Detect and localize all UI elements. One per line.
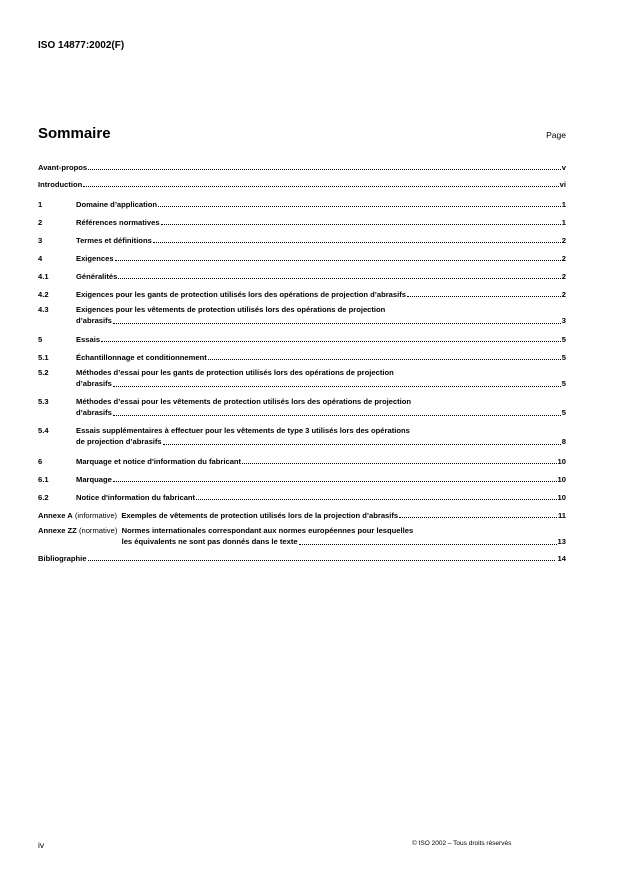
toc-entry-page: 2 [561,254,566,263]
annex-title-line2: les équivalents ne sont pas donnés dans le texte [121,537,298,546]
annex-label: Annexe A [38,511,73,520]
toc-entry-page: 14 [557,554,566,563]
annex-type: (informative) [74,511,118,520]
toc-entry-6-1[interactable] [38,471,566,484]
toc-entry-title: Marquage et notice d'information du fabricant [76,457,242,466]
toc-entry-title: Références normatives [76,218,160,227]
page-title: Sommaire [38,125,111,142]
toc-entry-number: 5.4 [38,426,49,435]
toc-entry-page: vi [559,180,566,189]
page-column-label: Page [546,130,566,140]
toc-entry-4-1[interactable] [38,268,566,281]
toc-entry-bibliography[interactable] [38,550,566,563]
toc-entry-page: 2 [561,272,566,281]
toc-entry-avant-propos[interactable] [38,159,566,172]
toc-entry-title-line2: de projection d’abrasifs [76,437,162,446]
toc-entry-3[interactable] [38,232,566,245]
toc-entry-6[interactable] [38,453,566,466]
toc-entry-title: Marquage [76,475,112,484]
toc-entry-4[interactable] [38,250,566,263]
toc-entry-page: 5 [561,408,566,417]
toc-entry-title: Exigences [76,254,114,263]
toc-entry-title-line1: Méthodes d’essai pour les vêtements de protection utilisés lors des opérations de projection [76,397,412,406]
toc-entry-introduction[interactable] [38,176,566,189]
toc-entry-title: Notice d'information du fabricant [76,493,196,502]
toc-entry-5-4[interactable] [38,425,566,447]
annex-title-line1: Normes internationales correspondant aux normes européennes pour lesquelles [121,526,414,535]
toc-entry-number: 5.2 [38,368,49,377]
toc-entry-1[interactable] [38,196,566,209]
toc-entry-6-2[interactable] [38,489,566,502]
toc-entry-page: 3 [561,316,566,325]
toc-entry-title-line2: d’abrasifs [76,408,112,417]
toc-entry-page: 10 [557,475,566,484]
toc-entry-number: 1 [38,200,43,209]
toc-entry-title-line1: Exigences pour les vêtements de protection utilisés lors des opérations de projection [76,305,386,314]
toc-entry-number: 5 [38,335,43,344]
toc-entry-page: 2 [561,290,566,299]
footer-page-number: iv [38,840,45,850]
footer-copyright: © ISO 2002 – Tous droits réservés [412,840,512,847]
toc-entry-title-line1: Essais supplémentaires à effectuer pour les vêtements de type 3 utilisés lors des opérations [76,426,410,435]
toc-entry-number: 3 [38,236,43,245]
toc-entry-page: 5 [561,379,566,388]
toc-entry-title-line2: d’abrasifs [76,379,112,388]
annex-title: Exemples de vêtements de protection utilisés lors de la projection d’abrasifs [121,511,399,520]
document-header: ISO 14877:2002(F) [38,40,125,51]
toc-entry-title: Avant-propos [38,163,88,172]
toc-entry-page: 11 [557,511,566,520]
toc-entry-number: 4.1 [38,272,49,281]
toc-entry-5-3[interactable] [38,396,566,418]
toc-entry-page: 13 [557,537,566,546]
toc-entry-title: Bibliographie [38,554,87,563]
toc-entry-4-2[interactable] [38,286,566,299]
toc-entry-number: 6.1 [38,475,49,484]
toc-entry-page: 2 [561,236,566,245]
toc-entry-number: 5.1 [38,353,49,362]
toc-entry-number: 6 [38,457,43,466]
toc-entry-page: 10 [557,457,566,466]
toc-entry-title: Domaine d’application [76,200,158,209]
toc-entry-title-line1: Méthodes d’essai pour les gants de protection utilisés lors des opérations de projection [76,368,394,377]
toc-entry-number: 5.3 [38,397,49,406]
annex-type: (normative) [78,526,118,535]
toc-entry-5-2[interactable] [38,367,566,389]
toc-entry-title: Généralités [76,272,118,281]
toc-entry-2[interactable] [38,214,566,227]
toc-entry-number: 4 [38,254,43,263]
toc-entry-4-3[interactable] [38,304,566,326]
toc-entry-page: 10 [557,493,566,502]
toc-entry-number: 4.2 [38,290,49,299]
toc-entry-page: 1 [561,218,566,227]
toc-entry-page: 5 [561,353,566,362]
toc-entry-page: v [561,163,566,172]
toc-entry-title: Termes et définitions [76,236,152,245]
toc-entry-5-1[interactable] [38,349,566,362]
toc-entry-page: 5 [561,335,566,344]
toc-entry-number: 6.2 [38,493,49,502]
toc-entry-title-line2: d’abrasifs [76,316,112,325]
toc-entry-page: 8 [561,437,566,446]
toc-entry-title: Échantillonnage et conditionnement [76,353,207,362]
toc-entry-annex-zz[interactable] [38,525,566,547]
toc-entry-page: 1 [561,200,566,209]
toc-entry-title: Introduction [38,180,83,189]
annex-label: Annexe ZZ [38,526,77,535]
toc-entry-number: 4.3 [38,305,49,314]
table-of-contents [38,159,566,563]
toc-entry-title: Essais [76,335,101,344]
toc-entry-title: Exigences pour les gants de protection utilisés lors des opérations de projection d’abrasifs [76,290,406,299]
toc-entry-annex-a[interactable] [38,507,566,520]
toc-entry-5[interactable] [38,331,566,344]
toc-entry-number: 2 [38,218,43,227]
